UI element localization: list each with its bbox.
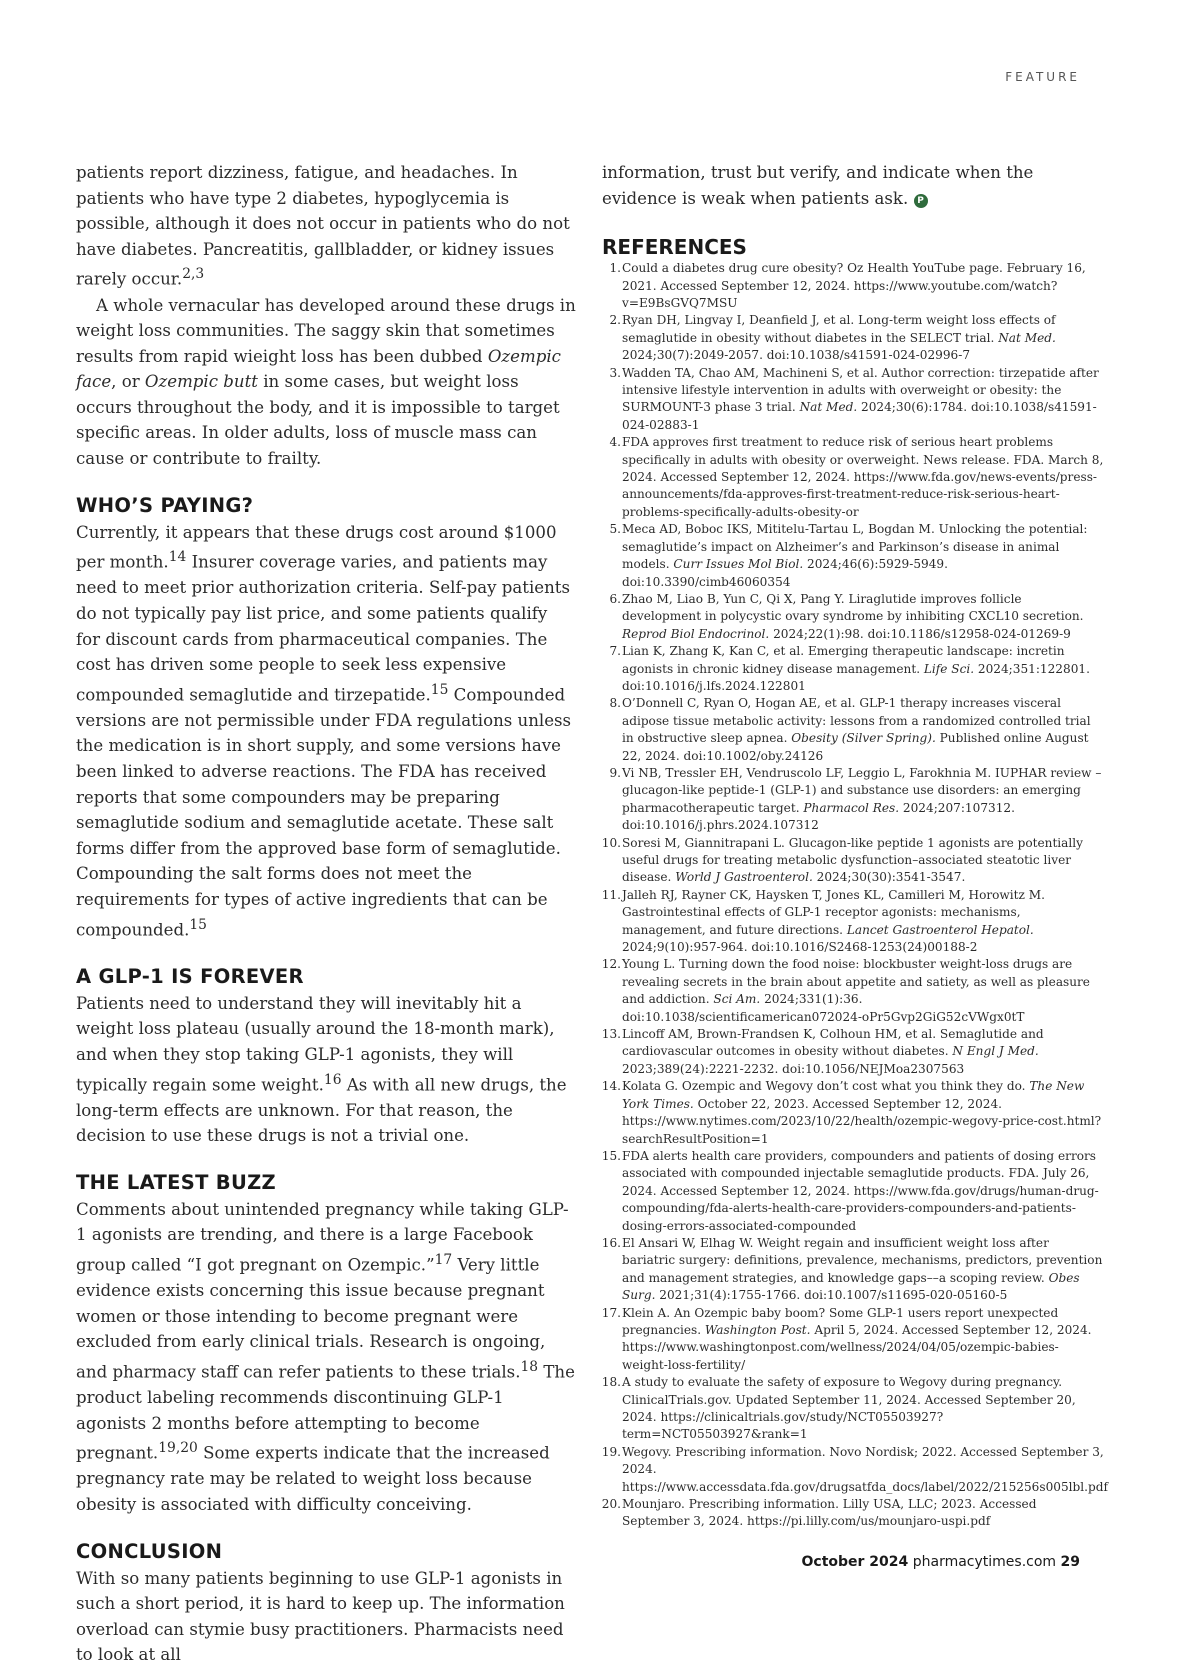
reference-journal: N Engl J Med. [952, 1044, 1039, 1059]
body-paragraph: With so many patients beginning to use GLP-1 agonists in such a short period, it is hard to keep up. The information overload can stymie busy practitioners. Pharmacists need to look at all [76, 1568, 565, 1665]
references-list [601, 260, 1108, 1531]
citation: 2,3 [182, 266, 205, 283]
reference-text: Soresi M, Giannitrapani L. Glucagon-like peptide 1 agonists are potentially useful drugs for treating metabolic dysfunction–associated steatotic liver disease. [622, 835, 1083, 885]
reference-text: April 5, 2024. Accessed September 12, 2024. https://www.washingtonpost.com/wellness/2024/04/05/ozempic-babies-weight-loss-fertility/ [622, 1322, 1092, 1372]
reference-number: 17. [601, 1305, 621, 1320]
reference-text: 2024;22(1):98. doi:10.1186/s12958-024-01269-9 [769, 626, 1071, 641]
reference-item [602, 1148, 1104, 1235]
reference-number: 14. [601, 1079, 621, 1094]
reference-journal: The New York Times. [622, 1079, 1085, 1111]
reference-item [602, 312, 1104, 364]
reference-journal: World J Gastroenterol. [675, 870, 813, 885]
citation: 14 [168, 549, 187, 566]
issue-date: October 2024 [801, 1554, 909, 1570]
reference-text: Wadden TA, Chao AM, Machineni S, et al. Author correction: tirzepatide after intensive lifestyle intervention in adults with overweight or obesity: the SURMOUNT-3 phase 3 trial. [622, 365, 1099, 415]
body-paragraph [76, 160, 576, 293]
section-label: FEATURE [1005, 70, 1080, 84]
reference-number: 3. [609, 365, 621, 380]
page-footer [802, 1554, 1081, 1570]
paragraph-text: Insurer coverage varies, and patients may need to meet prior authorization criteria. Self-pay patients do not typically pay list price, and some patients qualify for discount cards from pharmaceutical companies. The cost has driven some people to seek less expensive compounded semaglutide and tirzepatide. [76, 552, 570, 705]
reference-text: Ryan DH, Lingvay I, Deanfield J, et al. Long-term weight loss effects of semaglutide in obesity without diabetes in the SELECT trial. [622, 313, 1056, 345]
right-column [601, 160, 1108, 1531]
reference-journal: Curr Issues Mol Biol. [673, 557, 804, 572]
reference-journal: Obes Surg. [622, 1270, 1080, 1303]
reference-number: 2. [609, 313, 621, 328]
end-of-article-icon: P [914, 194, 928, 208]
paragraph-text: Comments about unintended pregnancy while taking GLP-1 agonists are trending, and there is a large Facebook group called “I got pregnant on Ozempic.” [76, 1199, 569, 1275]
reference-journal: Sci Am. [713, 992, 761, 1007]
reference-number: 13. [601, 1027, 621, 1042]
citation: 15 [430, 681, 449, 698]
reference-number: 20. [601, 1497, 621, 1512]
reference-item [602, 434, 1104, 521]
left-column [76, 160, 576, 1668]
reference-number: 18. [601, 1375, 621, 1390]
reference-text: Meca AD, Boboc IKS, Mititelu-Tartau L, Bogdan M. Unlocking the potential: semaglutide’s impact on Alzheimer’s and Parkinson’s disease in animal models. [622, 522, 1088, 572]
reference-item [601, 1444, 1108, 1496]
page-number: 29 [1060, 1554, 1080, 1570]
section-heading: WHO’S PAYING? [76, 493, 254, 517]
reference-text: Zhao M, Liao B, Yun C, Qi X, Pang Y. Liraglutide improves follicle development in polycystic ovary syndrome by inhibiting CXCL10 secretion. [622, 591, 1084, 624]
paragraph-text: patients report dizziness, fatigue, and headaches. In patients who have type 2 diabetes, hypoglycemia is possible, although it does not occur in patients who do not have diabetes. Pancreatitis, gallbladder, or kidney issues rarely occur. [76, 163, 570, 289]
reference-item [602, 365, 1104, 435]
citation: 16 [323, 1071, 342, 1088]
reference-journal: Nat Med. [998, 330, 1056, 345]
paragraph-text: Currently, it appears that these drugs cost around $1000 per month. [76, 522, 557, 572]
reference-number: 16. [601, 1235, 621, 1250]
reference-item [602, 591, 1104, 643]
reference-item [602, 1496, 1104, 1531]
body-paragraph [76, 1197, 576, 1518]
body-paragraph [76, 991, 576, 1149]
reference-text: October 22, 2023. Accessed September 12, 2024. https://www.nytimes.com/2023/10/22/health/ozempic-wegovy-price-cost.html?searchResultPosition=1 [622, 1096, 1102, 1146]
reference-text: Mounjaro. Prescribing information. Lilly USA, LLC; 2023. Accessed September 3, 2024. https://pi.lilly.com/us/mounjaro-uspi.pdf [622, 1497, 1037, 1529]
reference-text: 2024;30(30):3541-3547. [812, 870, 966, 885]
reference-item [602, 643, 1104, 695]
paragraph-text: Patients need to understand they will inevitably hit a weight loss plateau (usually around the 18-month mark), and when they stop taking GLP-1 agonists, they will typically regain some weight. [76, 993, 555, 1095]
reference-item [602, 765, 1104, 835]
reference-text: Lincoff AM, Brown-Frandsen K, Colhoun HM, et al. Semaglutide and cardiovascular outcomes in obesity without diabetes. [622, 1027, 1044, 1059]
paragraph-text: information, trust but verify, and indicate when the evidence is weak when patients ask. [602, 163, 1034, 208]
reference-text: Lian K, Zhang K, Kan C, et al. Emerging therapeutic landscape: incretin agonists in chronic kidney disease management. [622, 644, 1065, 676]
reference-journal: Life Sci. [923, 661, 975, 676]
reference-text: FDA alerts health care providers, compounders and patients of dosing errors associated with compounded injectable semaglutide products. FDA. July 26, 2024. Accessed September 12, 2024. https://www.fda.gov/drugs/human-drug-compounding/fda-alerts-health-care-providers-compounders-and-patients-dosing-errors-associated-compounded [622, 1148, 1099, 1233]
reference-item [602, 887, 1104, 957]
reference-number: 9. [609, 765, 621, 780]
paragraph-text: A whole vernacular has developed around these drugs in weight loss communities. The saggy skin that sometimes results from rapid wieight loss has been dubbed [76, 295, 576, 366]
reference-text: 2024;46(6):5929-5949. doi:10.3390/cimb46060354 [622, 557, 948, 589]
reference-journal: Lancet Gastroenterol Hepatol. [846, 922, 1034, 937]
section-heading: CONCLUSION [76, 1539, 223, 1563]
reference-text: A study to evaluate the safety of exposure to Wegovy during pregnancy. ClinicalTrials.gov. Updated September 11, 2024. Accessed September 20, 2024. https://clinicaltrials.gov/study/NCT05503927?term=NCT05503927&rank=1 [622, 1375, 1076, 1442]
reference-text: FDA approves first treatment to reduce risk of serious heart problems specifically in adults with obesity or overweight. News release. FDA. March 8, 2024. Accessed September 12, 2024. https://www.fda.gov/news-events/press-announcements/fda-approves-first-treatment-reduce-risk-serious-heart-problems-specifically-adults-obesity-or [622, 435, 1104, 519]
reference-text: Wegovy. Prescribing information. Novo Nordisk; 2022. Accessed September 3, 2024. https://www.accessdata.fda.gov/drugsatfda_docs/label/2022/215256s005lbl.pdf [622, 1444, 1108, 1494]
reference-number: 15. [601, 1148, 621, 1163]
section-heading: THE LATEST BUZZ [76, 1170, 276, 1194]
reference-item [602, 1374, 1104, 1444]
reference-journal: Reprod Biol Endocrinol. [622, 626, 770, 641]
reference-item [602, 956, 1104, 1026]
reference-text: Vi NB, Tressler EH, Vendruscolo LF, Leggio L, Farokhnia M. IUPHAR review – glucagon-like peptide-1 (GLP-1) and substance use disorders: an emerging pharmacotherapeutic target. [622, 765, 1102, 815]
body-paragraph [76, 520, 576, 943]
reference-number: 6. [609, 591, 621, 606]
reference-item [602, 1305, 1104, 1375]
body-paragraph [76, 293, 576, 472]
citation: 18 [520, 1358, 539, 1375]
paragraph-text: in some cases, but weight loss occurs throughout the body, and it is impossible to target specific areas. In older adults, loss of muscle mass can cause or contribute to frailty. [76, 372, 560, 469]
reference-journal: Nat Med. [799, 400, 858, 415]
citation: 17 [434, 1252, 453, 1269]
reference-text: Could a diabetes drug cure obesity? Oz Health YouTube page. February 16, 2021. Accessed September 12, 2024. https://www.youtube.com/watch?v=E9BsGVQ7MSU [622, 261, 1086, 310]
reference-number: 5. [609, 522, 621, 537]
reference-item [602, 1078, 1104, 1148]
paragraph-text: Compounded versions are not permissible under FDA regulations unless the medication is in short supply, and some versions have been linked to adverse reactions. The FDA has received reports that some compounders may be preparing semaglutide sodium and semaglutide acetate. These salt forms differ from the approved base form of semaglutide. Compounding the salt forms does not meet the requirements for types of active ingredients that can be compounded. [76, 685, 572, 940]
reference-text: 2024;207:107312. doi:10.1016/j.phrs.2024.107312 [622, 800, 1015, 833]
paragraph-text: , or [111, 372, 145, 392]
reference-number: 8. [609, 696, 621, 711]
emphasis-text: Ozempic face [76, 346, 561, 392]
reference-text: Young L. Turning down the food noise: blockbuster weight-loss drugs are revealing secrets in the brain about appetite and satiety, as well as pleasure and addiction. [622, 957, 1090, 1007]
citation: 19,20 [158, 1440, 198, 1457]
reference-item [602, 1235, 1104, 1305]
paragraph-text: Very little evidence exists concerning this issue because pregnant women or those intending to become pregnant were excluded from early clinical trials. Research is ongoing, and pharmacy staff can refer patients to these trials. [76, 1255, 546, 1382]
reference-number: 4. [609, 435, 621, 450]
reference-text: Klein A. An Ozempic baby boom? Some GLP-1 users report unexpected pregnancies. [622, 1305, 1059, 1337]
reference-journal: Washington Post. [704, 1322, 811, 1337]
reference-text: Kolata G. Ozempic and Wegovy don’t cost what you think they do. [622, 1079, 1030, 1094]
references-heading: REFERENCES [602, 235, 747, 260]
reference-text: Jalleh RJ, Rayner CK, Haysken T, Jones KL, Camilleri M, Horowitz M. Gastrointestinal effects of GLP-1 receptor agonists: mechanisms, management, and future directions. [622, 887, 1045, 937]
reference-text: 2023;389(24):2221-2232. doi:10.1056/NEJMoa2307563 [622, 1061, 965, 1076]
reference-item [602, 260, 1104, 312]
reference-text: 2024;30(7):2049-2057. doi:10.1038/s41591-024-02996-7 [622, 348, 971, 363]
reference-number: 7. [609, 644, 621, 659]
reference-number: 1. [609, 261, 621, 276]
reference-text: El Ansari W, Elhag W. Weight regain and insufficient weight loss after bariatric surgery: definitions, prevalence, mechanisms, predictors, prevention and management strategies, and knowledge gaps––a scoping review. [622, 1235, 1103, 1285]
body-paragraph [602, 160, 1104, 211]
reference-item [602, 521, 1104, 591]
website: pharmacytimes.com [912, 1554, 1057, 1570]
paragraph-text: As with all new drugs, the long-term effects are unknown. For that reason, the decision to use these drugs is not a trivial one. [76, 1075, 567, 1146]
paragraph-text: Some experts indicate that the increased pregnancy rate may be related to weight loss because obesity is associated with difficulty conceiving. [76, 1443, 550, 1514]
reference-item [602, 1026, 1104, 1078]
paragraph-text: The product labeling recommends discontinuing GLP-1 agonists 2 months before attempting to become pregnant. [76, 1362, 575, 1463]
reference-text: Published online August 22, 2024. doi:10.1002/oby.24126 [622, 731, 1089, 763]
reference-journal: Pharmacol Res. [803, 800, 900, 815]
reference-text: O’Donnell C, Ryan O, Hogan AE, et al. GLP-1 therapy increases visceral adipose tissue metabolic activity: lessons from a randomized controlled trial in obstructive sleep apnea. [622, 696, 1091, 746]
reference-item [602, 835, 1104, 887]
reference-text: 2024;331(1):36. doi:10.1038/scientificamerican072024-oPr5Gvp2GiG52cVWgx0tT [622, 992, 1025, 1024]
reference-text: 2024;9(10):957-964. doi:10.1016/S2468-1253(24)00188-2 [622, 940, 978, 955]
reference-number: 19. [601, 1444, 621, 1459]
reference-text: 2024;351:122801. doi:10.1016/j.lfs.2024.122801 [622, 661, 1090, 693]
section-heading: A GLP-1 IS FOREVER [76, 964, 304, 988]
citation: 15 [189, 916, 207, 933]
reference-number: 11. [601, 887, 621, 902]
reference-number: 12. [601, 957, 621, 972]
reference-item [602, 695, 1104, 765]
reference-number: 10. [601, 835, 621, 850]
reference-journal: Obesity (Silver Spring). [791, 731, 936, 746]
reference-text: 2021;31(4):1755-1766. doi:10.1007/s11695-020-05160-5 [655, 1288, 1008, 1303]
emphasis-text: Ozempic butt [144, 372, 258, 392]
reference-text: 2024;30(6):1784. doi:10.1038/s41591-024-02883-1 [622, 400, 1097, 432]
